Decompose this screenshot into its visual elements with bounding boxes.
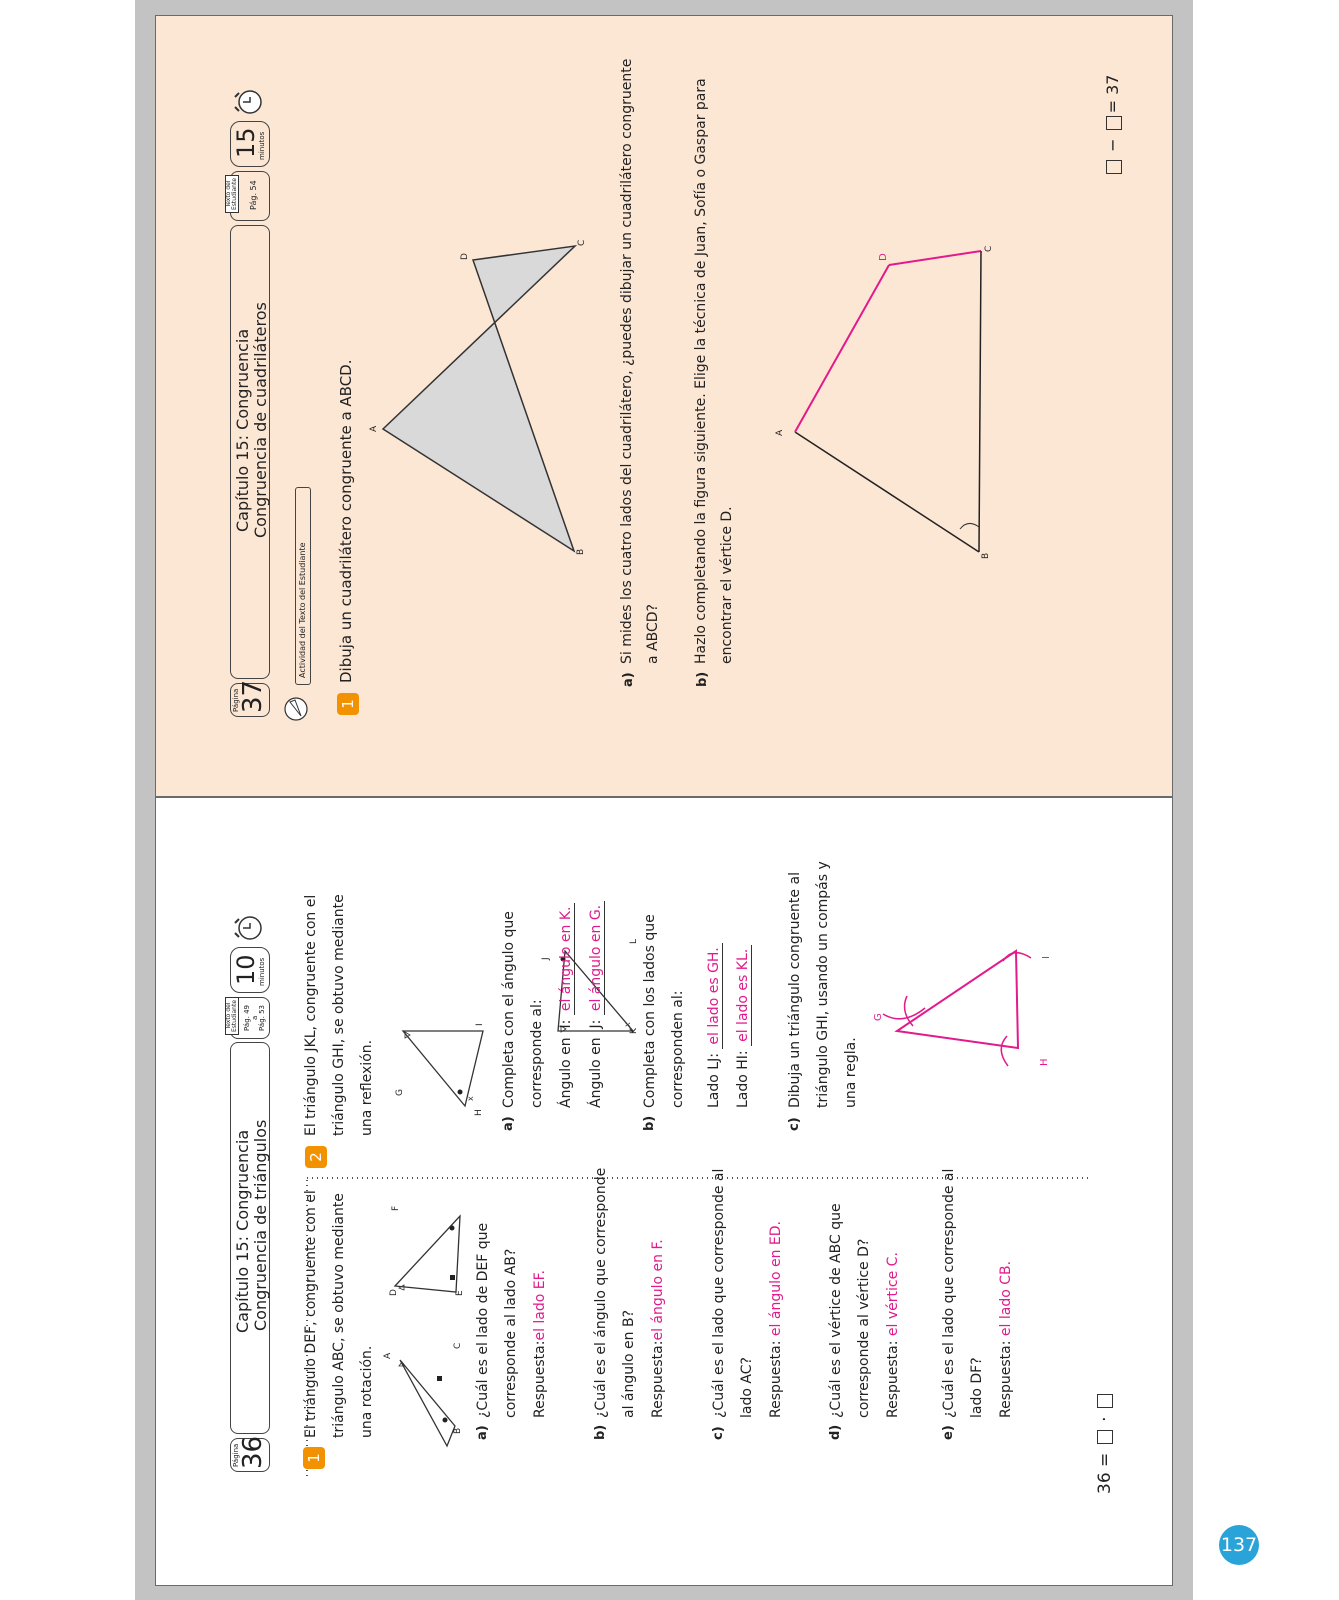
q1c-line2: lado AC? [739,1357,755,1418]
q1a-letter: a) [475,1425,490,1440]
question-2-line1: El triángulo JKL, congruente con el [303,894,319,1136]
q1d-line1: ¿Cuál es el vértice de ABC que [828,1203,844,1418]
activity-label: Actividad del Texto del Estudiante [295,487,311,685]
q2b-letter: b) [642,1115,657,1131]
q2a-row1-answer: el ángulo en K. [558,903,575,1016]
book-page-number: 137 [1219,1525,1259,1565]
q1c-letter: c) [711,1426,726,1440]
pag-a: a [251,1015,259,1020]
vertex-a-label: A [369,425,379,432]
page-number: 37 [238,679,268,713]
constructed-vertex-i: I [1041,956,1052,959]
pag-from: Pág. 49 [243,1005,251,1031]
vertex-b-label: B [453,1427,463,1434]
q1e-line2: lado DF? [969,1357,985,1418]
vertex-i-label: I [475,1023,485,1026]
q1b-line1: ¿Cuál es el ángulo que corresponde [593,1167,609,1418]
figure-b-vertex-b: B [981,552,991,559]
respuesta-label: Respuesta: [532,1340,548,1418]
question-2-line3: una reflexión. [359,1039,375,1136]
lesson-subtitle: Congruencia de triángulos [251,1119,270,1331]
question-1-badge: 1 [303,1447,325,1469]
respuesta-label: Respuesta: [650,1340,666,1418]
question-1-line2: triángulo ABC, se obtuvo mediante [331,1193,347,1438]
minutes-value: 15 [232,127,260,158]
question-b-line2: encontrar el vértice D. [719,506,735,664]
q2a-letter: a) [501,1116,516,1131]
pag-reference: Pág. 54 [249,180,258,210]
blank-box [1106,160,1122,174]
q2a-row1-label: Ángulo en [558,1037,574,1108]
q2a-row2-label: Ángulo en [588,1037,604,1108]
question-1-line3: una rotación. [359,1345,375,1438]
q2b-row1-label: Lado LJ: [706,1053,722,1108]
q2a-row1-vertex: I: [558,1019,574,1029]
vertex-d-label: D [389,1289,399,1296]
q2a-line1: Completa con el ángulo que [501,911,517,1108]
q1a-answer: el lado EF. [532,1270,548,1341]
q2b-row1-answer: el lado es GH. [706,943,723,1048]
q2c-letter: c) [787,1117,802,1131]
constructed-triangle-ghi [155,797,1173,1586]
q2b-line1: Completa con los lados que [642,914,658,1108]
quadrilateral-abcd [155,15,1173,797]
equation-prefix: 36 = [1095,1452,1115,1494]
pagina-label: Página [232,688,240,712]
lesson-subtitle: Congruencia de cuadriláteros [251,302,270,538]
vertex-f-label: F [391,1205,401,1211]
q1c-answer: el ángulo en ED. [768,1220,784,1337]
question-b-line1: Hazlo completando la figura siguiente. Elige la técnica de Juan, Sofía o Gaspar para [693,78,709,664]
question-1-text: Dibuja un cuadrilátero congruente a ABCD. [337,359,355,683]
q2a-line2: corresponde al: [529,999,545,1108]
q2a-row2-vertex: J: [588,1019,604,1029]
vertex-h-label: H [474,1109,484,1116]
q1d-line2: corresponde al vértice D? [856,1238,872,1418]
page-number: 36 [238,1435,268,1469]
vertex-l-label: L [629,938,639,944]
svg-text:x: x [466,1096,475,1101]
q2c-line3: una regla. [843,1037,859,1108]
q2b-row2-answer: el lado es KL. [735,945,752,1046]
vertex-e-label: E [455,1290,465,1296]
question-2-badge: 2 [305,1146,327,1168]
q1e-answer: el lado CB. [998,1260,1014,1337]
figure-b-vertex-d: D [878,253,889,261]
q2b-row2-label: Lado HI: [735,1050,751,1108]
page-37-equation: − = 37 [1103,75,1122,177]
vertex-c-label: C [577,239,587,246]
question-a-line2: a ABCD? [645,604,661,664]
question-a-letter: a) [621,672,636,687]
q1d-letter: d) [828,1424,843,1440]
q1b-line2: al ángulo en B? [621,1309,637,1418]
q1d-answer: el vértice C. [885,1252,901,1337]
question-1-badge: 1 [337,693,359,715]
page-37 [155,15,1173,797]
respuesta-label: Respuesta: [998,1340,1014,1418]
minutes-label: minutos [258,131,266,160]
vertex-k-label: K [629,1028,639,1034]
figure-b-vertex-c: C [984,245,994,252]
vertex-j-label: J [541,957,551,960]
question-a-line1: Si mides los cuatro lados del cuadrilátero, ¿puedes dibujar un cuadrilátero congruente [619,58,635,664]
chapter-title: Capítulo 15: Congruencia [233,1129,252,1333]
q1b-letter: b) [593,1424,608,1440]
q2c-line1: Dibuja un triángulo congruente al [787,872,803,1108]
equation-suffix: = 37 [1103,74,1122,114]
question-1-line1: El triángulo DEF, congruente con el [303,1190,319,1438]
minutes-value: 10 [232,954,260,985]
respuesta-label: Respuesta: [768,1340,784,1418]
chapter-title: Capítulo 15: Congruencia [233,328,252,532]
vertex-d-label: D [460,253,470,260]
constructed-vertex-h: H [1039,1058,1050,1066]
texto-label: Texto del Estudiante [225,175,239,213]
minutes-label: minutos [258,957,266,986]
q1c-line1: ¿Cuál es el lado que corresponde al [711,1168,727,1418]
blank-box [1106,116,1122,130]
q1a-line1: ¿Cuál es el lado de DEF que [475,1222,491,1418]
q1e-line1: ¿Cuál es el lado que corresponde al [941,1168,957,1418]
question-b-letter: b) [695,671,710,687]
question-2-line2: triángulo GHI, se obtuvo mediante [331,894,347,1136]
vertex-b-label: B [576,548,586,555]
q2c-line2: triángulo GHI, usando un compás y [815,861,831,1108]
figure-b-vertex-a: A [775,429,785,436]
vertex-a-label: A [383,1352,393,1359]
q1e-letter: e) [941,1425,956,1440]
vertex-g-label: G [395,1089,405,1096]
pag-to: Pág. 53 [258,1005,266,1031]
texto-label: Texto del Estudiante [225,997,239,1035]
vertex-c-label: C [453,1342,463,1349]
q2a-row2-answer: el ángulo en G. [588,901,605,1015]
constructed-vertex-g: G [873,1013,884,1021]
q1b-answer: el ángulo en F. [650,1239,666,1341]
q2b-line2: corresponden al: [670,990,686,1108]
q1a-line2: corresponde al lado AB? [503,1248,519,1418]
page-36 [155,797,1173,1586]
respuesta-label: Respuesta: [885,1340,901,1418]
equation-dot: · [1095,1416,1115,1422]
pagina-label: Página [232,1443,240,1467]
svg-text:x: x [623,1022,632,1027]
